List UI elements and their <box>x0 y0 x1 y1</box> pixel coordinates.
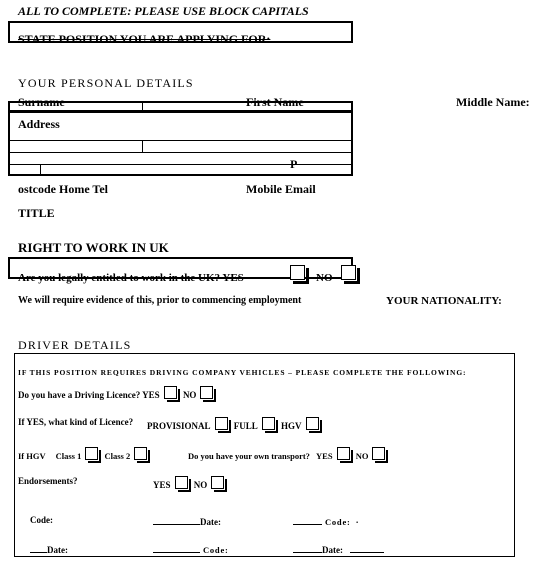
transport-yes-checkbox[interactable] <box>337 447 350 460</box>
date-field-3 <box>293 543 384 555</box>
class1-label: Class 1 <box>55 451 82 461</box>
transport-no-label: NO <box>355 451 369 461</box>
position-label: STATE POSITION YOU ARE APPLYING FOR: <box>18 32 271 46</box>
licence-yes-label: YES <box>142 390 160 400</box>
personal-details-heading: YOUR PERSONAL DETAILS <box>18 76 194 90</box>
class1-checkbox[interactable] <box>85 447 98 460</box>
date-label-3: Date: <box>322 545 343 555</box>
postcode-home-tel-label: ostcode Home Tel <box>18 182 108 196</box>
if-hgv-label: If HGV <box>18 451 46 461</box>
code-label-2: Code: <box>324 517 351 527</box>
licence-question: Do you have a Driving Licence? <box>18 390 141 400</box>
address-label: Address <box>18 117 60 131</box>
licence-kind-question: If YES, what kind of Licence? <box>18 417 134 427</box>
endorsements-no-label: NO <box>193 480 208 490</box>
licence-kind-options <box>147 417 323 431</box>
date-field-1 <box>153 515 221 527</box>
right-to-work-question-text: Are you legally entitled to work in the UK? <box>18 272 221 284</box>
licence-no-label: NO <box>182 390 197 400</box>
right-to-work-no-checkbox[interactable] <box>337 265 360 284</box>
address-divider-2 <box>40 164 41 175</box>
address-divider-1 <box>142 140 143 152</box>
licence-row <box>18 386 217 400</box>
licence-no-checkbox[interactable] <box>200 386 213 399</box>
code-field-3 <box>153 543 229 555</box>
endorsements-no-checkbox[interactable] <box>211 476 224 489</box>
hgv-label: HGV <box>281 421 302 431</box>
address-line-3 <box>9 164 352 165</box>
address-line-1 <box>9 140 352 141</box>
endorsements-options <box>153 476 228 490</box>
right-to-work-yes-checkbox[interactable] <box>286 265 309 284</box>
driver-details-heading: DRIVER DETAILS <box>18 338 132 352</box>
code-3-blank[interactable] <box>153 543 200 553</box>
licence-yes-checkbox[interactable] <box>164 386 177 399</box>
code-2-blank[interactable] <box>293 515 322 525</box>
right-to-work-heading: RIGHT TO WORK IN UK <box>18 240 169 255</box>
code-field-2 <box>293 515 351 527</box>
provisional-checkbox[interactable] <box>215 417 228 430</box>
class2-label: Class 2 <box>104 451 131 461</box>
date-label-1: Date: <box>200 517 221 527</box>
endorsements-yes-label: YES <box>153 480 171 490</box>
code-label-1: Code: <box>30 515 53 525</box>
full-label: FULL <box>233 421 258 431</box>
first-name-label: First Name <box>246 95 304 109</box>
provisional-label: PROVISIONAL <box>147 421 211 431</box>
surname-label: Surname <box>18 95 65 109</box>
endorsements-yes-checkbox[interactable] <box>175 476 188 489</box>
mobile-email-label: Mobile Email <box>246 182 316 196</box>
date-3-blank[interactable] <box>293 543 322 553</box>
date-3-value-blank[interactable] <box>350 543 384 553</box>
code-dot: . <box>356 515 359 525</box>
right-to-work-question <box>18 272 244 284</box>
driver-intro: IF THIS POSITION REQUIRES DRIVING COMPANY VEHICLES – PLEASE COMPLETE THE FOLLOWING: <box>18 368 467 377</box>
full-checkbox[interactable] <box>262 417 275 430</box>
date-label-2: Date: <box>47 545 68 555</box>
form-instructions: ALL TO COMPLETE: PLEASE USE BLOCK CAPITALS <box>18 4 309 18</box>
hgv-class-row <box>18 447 151 461</box>
right-to-work-yes-label: YES <box>222 272 244 284</box>
postcode-marker: P <box>290 157 298 171</box>
date-field-2 <box>30 543 68 555</box>
title-label: TITLE <box>18 206 55 220</box>
transport-row <box>188 447 389 461</box>
date-2-blank[interactable] <box>30 543 47 553</box>
nationality-label: YOUR NATIONALITY: <box>386 295 502 307</box>
transport-no-checkbox[interactable] <box>372 447 385 460</box>
address-line-2 <box>9 152 352 153</box>
hgv-checkbox[interactable] <box>306 417 319 430</box>
right-to-work-no-label: NO <box>316 272 333 284</box>
evidence-note: We will require evidence of this, prior to commencing employment <box>18 295 302 306</box>
code-label-3: Code: <box>202 545 229 555</box>
transport-yes-label: YES <box>316 451 333 461</box>
class2-checkbox[interactable] <box>134 447 147 460</box>
middle-name-label: Middle Name: <box>456 95 530 109</box>
endorsements-label: Endorsements? <box>18 476 78 486</box>
transport-question: Do you have your own transport? <box>188 451 310 461</box>
date-1-blank[interactable] <box>153 515 200 525</box>
